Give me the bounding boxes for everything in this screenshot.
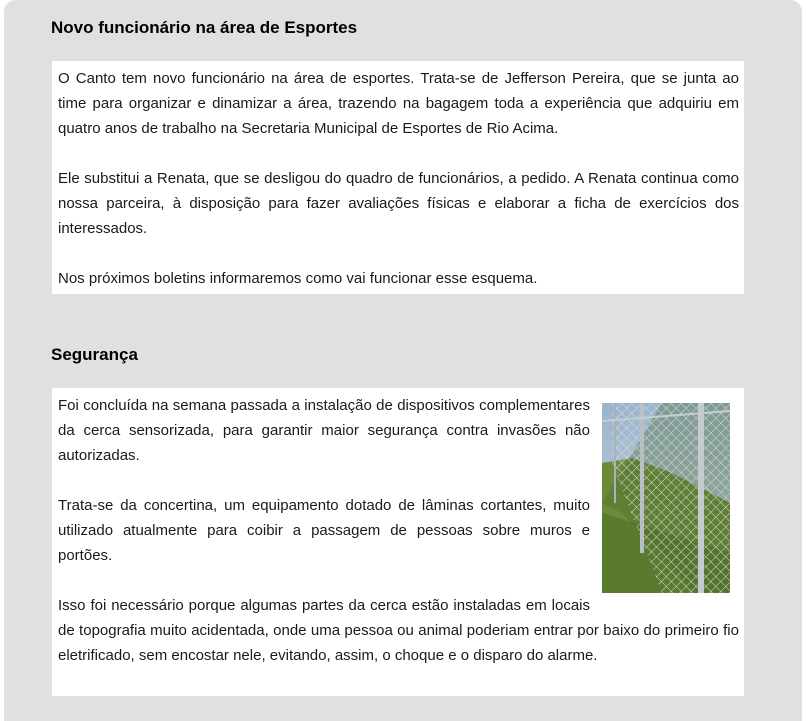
fence-photo	[602, 403, 730, 593]
section-body-seguranca	[52, 388, 744, 696]
section-body-esportes	[52, 61, 744, 294]
paragraph: Ele substitui a Renata, que se desligou do quadro de funcionários, a pedido. A Renata continua como nossa parceira, à disposição para fazer avaliações físicas e elaborar a ficha de exercícios dos interessados.	[58, 170, 739, 237]
paragraph: Isso foi necessário porque algumas partes da cerca estão instaladas em locais de topografia muito acidentada, onde uma pessoa ou animal poderiam entrar por baixo do primeiro fio eletrificado, sem encostar nele, evitando, assim, o choque e o disparo do alarme.	[58, 597, 739, 664]
paragraph: Foi concluída na semana passada a instalação de dispositivos complementares da cerca sensorizada, para garantir maior segurança contra invasões não autorizadas.	[58, 397, 590, 464]
fence-photo-image	[602, 403, 730, 593]
paragraph: Nos próximos boletins informaremos como vai funcionar esse esquema.	[58, 270, 538, 287]
section-title-esportes: Novo funcionário na área de Esportes	[51, 18, 358, 37]
paragraph: O Canto tem novo funcionário na área de esportes. Trata-se de Jefferson Pereira, que se junta ao time para organizar e dinamizar a área, trazendo na bagagem toda a experiência que adquiriu em quatro anos de trabalho na Secretaria Municipal de Esportes de Rio Acima.	[58, 70, 739, 137]
section-title-seguranca: Segurança	[51, 345, 138, 364]
paragraph: Trata-se da concertina, um equipamento dotado de lâminas cortantes, muito utilizado atualmente para coibir a passagem de pessoas sobre muros e portões.	[58, 497, 590, 564]
